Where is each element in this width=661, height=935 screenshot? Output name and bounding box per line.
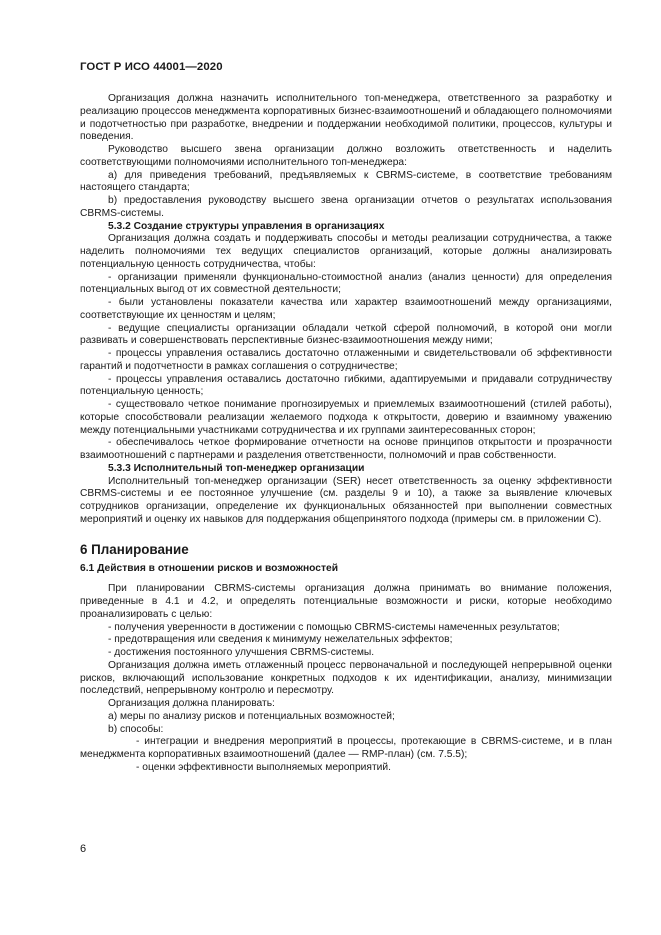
paragraph: Руководство высшего звена организации должно возложить ответственность и наделить соответствующими полномочиями исполнительного топ-менеджера: bbox=[80, 144, 612, 168]
paragraph: Исполнительный топ-менеджер организации (SER) несет ответственность за оценку эффективности CBRMS-системы и ее постоянное улучшение (см. разделы 9 и 10), а также за выявление ключевых сотрудников организации, определение их функциональных обязанностей при выполнении совместных мероприятий и оценку их навыков для поддержания общепринятого подхода (примеры см. в приложении С). bbox=[80, 475, 612, 525]
paragraph: Организация должна планировать: bbox=[108, 698, 275, 709]
document-header: ГОСТ Р ИСО 44001—2020 bbox=[80, 61, 223, 73]
document-body bbox=[80, 93, 612, 775]
list-item: - процессы управления оставались достаточно отлаженными и свидетельствовали об эффективности гарантий и подотчетности в рамках соглашения о сотрудничестве; bbox=[80, 348, 612, 372]
list-item: - предотвращения или сведения к минимуму нежелательных эффектов; bbox=[108, 634, 453, 646]
paragraph: При планировании CBRMS-системы организация должна принимать во внимание положения, приведенные в 4.1 и 4.2, и определять потенциальные возможности и риски, которые необходимо проанализировать с целью: bbox=[80, 583, 612, 620]
list-subitem: - интеграции и внедрения мероприятий в процессы, протекающие в CBRMS-системе, и в план менеджмента корпоративных взаимоотношений (далее — RMP-план) (см. 7.5.5); bbox=[80, 736, 612, 760]
list-item: - были установлены показатели качества или характер взаимоотношений между организациями, соответствующие их ценностям и целям; bbox=[80, 297, 612, 321]
list-item: a) меры по анализу рисков и потенциальных возможностей; bbox=[108, 710, 395, 722]
list-item: a) для приведения требований, предъявляемых к CBRMS-системе, в соответствие требованиям настоящего стандарта; bbox=[80, 169, 612, 194]
list-item: - получения уверенности в достижении с помощью CBRMS-системы намеченных результатов; bbox=[108, 621, 560, 633]
paragraph: Организация должна создать и поддерживать способы и методы реализации сотрудничества, а также наделить полномочиями тех ведущих специалистов организаций, которые должны анализировать потенциальную ценность сотрудничества, чтобы: bbox=[80, 233, 612, 270]
list-item: b) способы: bbox=[108, 723, 164, 735]
list-item: - процессы управления оставались достаточно гибкими, адаптируемыми и придавали сотрудничеству потенциальную ценность; bbox=[80, 373, 612, 398]
list-item: - ведущие специалисты организации обладали четкой сферой полномочий, в которой они могли развивать и совершенствовать перспективные бизнес-взаимоотношения между ними; bbox=[80, 322, 612, 347]
section-heading-6: 6 Планирование bbox=[80, 541, 189, 557]
list-item: - достижения постоянного улучшения CBRMS-системы. bbox=[108, 647, 375, 658]
section-heading-5-3-3: 5.3.3 Исполнительный топ-менеджер организации bbox=[108, 462, 365, 474]
section-heading-6-1: 6.1 Действия в отношении рисков и возможностей bbox=[80, 562, 339, 574]
list-item: - обеспечивалось четкое формирование отчетности на основе принципов открытости и прозрачности взаимоотношений с партнерами и разделения ответственности, полномочий и прав собственности. bbox=[80, 437, 612, 461]
list-subitem: - оценки эффективности выполняемых мероприятий. bbox=[136, 761, 391, 773]
list-item: - существовало четкое понимание прогнозируемых и приемлемых взаимоотношений (стилей работы), которые способствовали реализации желаемого подхода к открытости, доверию и взаимному уважению между потенциальными участниками сотрудничества и их группами заинтересованных сторон; bbox=[80, 399, 612, 436]
section-heading-5-3-2: 5.3.2 Создание структуры управления в организациях bbox=[108, 220, 385, 232]
list-item: - организации применяли функционально-стоимостной анализ (анализ ценности) для определения потенциальных выгод от их совместной деятельности; bbox=[80, 271, 612, 296]
page-number: 6 bbox=[80, 843, 87, 855]
paragraph: Организация должна иметь отлаженный процесс первоначальной и последующей непрерывной оценки рисков, включающий использование конкретных подходов к их идентификации, анализу, минимизации последствий, непрерывному контролю и пересмотру. bbox=[80, 659, 612, 697]
paragraph: Организация должна назначить исполнительного топ-менеджера, ответственного за разработку и реализацию процессов менеджмента корпоративных бизнес-взаимоотношений и обладающего полномочиями и подотчетностью при разработке, внедрении и поддержании необходимой политики, процессов, культуры и поведения. bbox=[80, 93, 612, 143]
list-item: b) предоставления руководству высшего звена организации отчетов о результатах использования CBRMS-системы. bbox=[80, 195, 612, 219]
